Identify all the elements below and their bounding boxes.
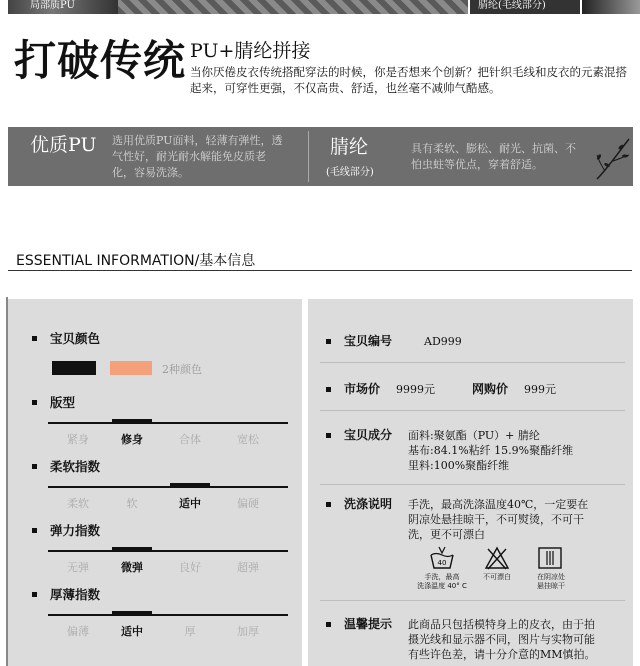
detail-photo-knit	[118, 0, 468, 14]
hand-wash-icon	[428, 545, 456, 571]
softness-option-selected: 适中	[179, 497, 201, 510]
bullet-icon	[32, 400, 37, 405]
softness-option: 偏硬	[237, 497, 259, 510]
detail-photo-acrylic	[470, 0, 580, 14]
elasticity-option: 良好	[179, 561, 201, 574]
softness-option: 柔软	[67, 497, 89, 510]
notice-line: 摄光线和显示器不同，图片与实物可能	[408, 633, 595, 646]
color-count: 2种颜色	[162, 363, 202, 376]
drip-dry-icon	[536, 545, 564, 571]
pu-title: 优质PU	[30, 134, 97, 156]
feature-band	[8, 127, 633, 186]
acrylic-title: 腈纶	[330, 136, 369, 158]
elasticity-scale	[48, 550, 288, 552]
thickness-option: 厚	[184, 625, 196, 638]
details-panel	[308, 299, 633, 666]
thickness-scale	[48, 614, 288, 616]
bullet-icon	[326, 502, 331, 507]
acrylic-subtitle: (毛线部分)	[326, 167, 374, 178]
market-price-value: 9999元	[396, 383, 435, 396]
acrylic-description: 具有柔软、膨松、耐光、抗菌、不怕虫蛀等优点，穿着舒适。	[411, 142, 576, 171]
elasticity-label: 弹力指数	[50, 523, 101, 538]
row-divider	[320, 362, 625, 363]
thickness-scale-marker	[112, 611, 152, 614]
elasticity-option-selected: 微弹	[121, 561, 143, 574]
twig-decoration-icon	[593, 135, 633, 181]
item-no-label: 宝贝编号	[344, 334, 393, 348]
composition-line: 里料:100%聚酯纤维	[408, 459, 510, 472]
wash-line: 阴凉处悬挂晾干，不可熨烫，不可干	[408, 513, 584, 526]
notice-label: 温馨提示	[344, 617, 393, 631]
row-divider	[320, 410, 625, 411]
bullet-icon	[32, 592, 37, 597]
fit-option: 宽松	[237, 433, 259, 446]
composition-line: 面料:聚氨酯（PU）+ 腈纶	[408, 429, 540, 442]
elasticity-option: 超弹	[237, 561, 259, 574]
color-label: 宝贝颜色	[50, 331, 101, 346]
pu-description: 选用优质PU面料，轻薄有弹性，透气性好，耐光耐水解能免皮质老化，容易洗涤。	[112, 134, 283, 179]
fit-option-selected: 修身	[121, 433, 143, 446]
row-divider	[320, 600, 625, 601]
thickness-option: 加厚	[237, 625, 259, 638]
detail-photo-pu	[8, 0, 118, 14]
thickness-option-selected: 适中	[121, 625, 143, 638]
online-price-value: 999元	[524, 383, 556, 396]
bullet-icon	[326, 387, 331, 392]
composition-label: 宝贝成分	[344, 428, 393, 442]
section-divider	[8, 270, 632, 271]
notice-line: 此商品只包括模特身上的皮衣，由于拍	[408, 618, 595, 631]
bullet-icon	[326, 433, 331, 438]
svg-text:40: 40	[437, 559, 447, 567]
detail-photo-extra	[582, 0, 640, 14]
detail-photo-acrylic-caption: 腈纶(毛线部分)	[478, 0, 546, 11]
color-swatch-black[interactable]	[52, 361, 96, 375]
page-title: 打破传统	[14, 36, 187, 85]
softness-scale	[48, 486, 288, 488]
composition-line: 基布:84.1%粘纤 15.9%聚酯纤维	[408, 444, 574, 457]
bullet-icon	[32, 464, 37, 469]
wash-line: 手洗，最高洗涤温度40℃，一定要在	[408, 498, 589, 511]
no-bleach-icon	[483, 545, 511, 571]
softness-scale-marker	[170, 483, 210, 486]
bullet-icon	[32, 336, 37, 341]
drip-dry-caption-line: 在阴凉处	[537, 573, 565, 581]
row-divider	[320, 484, 625, 485]
fit-option: 合体	[179, 433, 201, 446]
market-price-label: 市场价	[344, 382, 381, 396]
elasticity-option: 无弹	[67, 561, 89, 574]
hand-wash-caption-line: 手洗，最高	[424, 573, 460, 581]
softness-label: 柔软指数	[50, 459, 101, 474]
bullet-icon	[32, 528, 37, 533]
online-price-label: 网购价	[472, 382, 509, 396]
drip-dry-caption	[526, 573, 576, 591]
bullet-icon	[326, 622, 331, 627]
hand-wash-caption-line: 洗涤温度 40° C	[417, 582, 467, 590]
wash-line: 洗，更不可漂白	[408, 528, 485, 541]
fit-label: 版型	[50, 395, 76, 410]
intro-text: 当你厌倦皮衣传统搭配穿法的时候，你是否想来个创新？把针织毛线和皮衣的元素混搭起来，可穿性更强，不仅高贵、舒适，也丝毫不减帅气酷感。	[190, 65, 627, 95]
bullet-icon	[326, 339, 331, 344]
page-subtitle: PU+腈纶拼接	[190, 40, 311, 62]
wash-label: 洗涤说明	[344, 497, 393, 511]
band-divider	[308, 131, 309, 182]
notice-line: 有些许色差，请十分介意的MM慎拍。	[408, 648, 596, 661]
drip-dry-caption-line: 悬挂晾干	[537, 582, 565, 590]
no-bleach-caption: 不可漂白	[483, 573, 511, 581]
fit-option: 紧身	[67, 433, 89, 446]
thickness-option: 偏薄	[67, 625, 89, 638]
softness-option: 软	[126, 497, 138, 510]
top-photo-strip	[0, 0, 640, 16]
thickness-label: 厚薄指数	[50, 587, 101, 602]
color-swatch-orange[interactable]	[110, 361, 152, 375]
item-no-value: AD999	[424, 335, 462, 348]
detail-photo-pu-caption: 局部质PU	[30, 0, 75, 11]
section-title: ESSENTIAL INFORMATION/基本信息	[16, 253, 256, 269]
hand-wash-caption	[414, 573, 470, 591]
elasticity-scale-marker	[112, 547, 152, 550]
fit-scale-marker	[112, 419, 152, 422]
attributes-panel	[8, 299, 302, 666]
fit-scale	[48, 422, 288, 424]
